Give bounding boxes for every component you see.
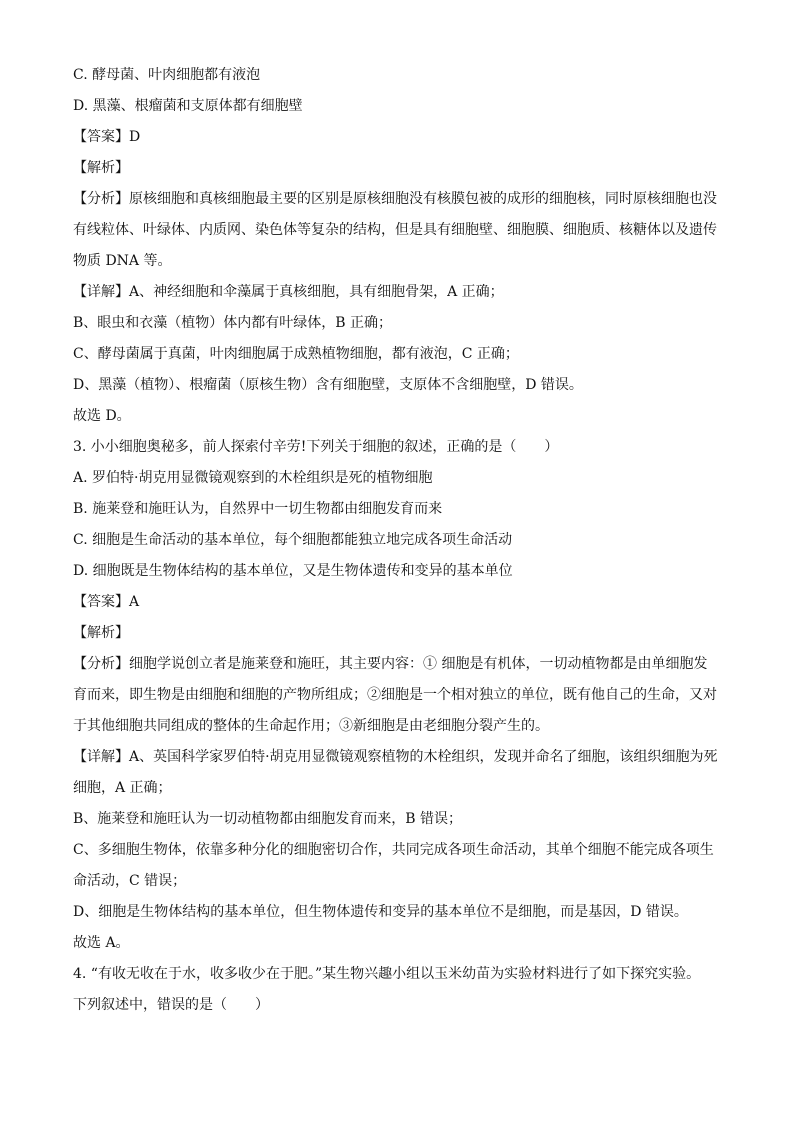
document-page: [73, 60, 723, 1021]
option-d-q3: D. 细胞既是生物体结构的基本单位，又是生物体遗传和变异的基本单位: [73, 563, 513, 579]
detail-text-q3: 细胞，A 正确；: [73, 780, 172, 796]
analysis-text-q2: 物质 DNA 等。: [73, 253, 172, 269]
analysis-heading-q3: 【解析】: [73, 625, 129, 641]
analysis-text-q2: 【分析】原核细胞和真核细胞最主要的区别是原核细胞没有核膜包被的成形的细胞核，同时原核细胞也没: [73, 191, 717, 207]
analysis-text-q3: 于其他细胞共同组成的整体的生命起作用；③新细胞是由老细胞分裂产生的。: [73, 718, 549, 734]
detail-text-q3: 【详解】A、英国科学家罗伯特·胡克用显微镜观察植物的木栓组织，发现并命名了细胞，该组织细胞为死: [73, 749, 718, 765]
answer-q3: 【答案】A: [73, 594, 140, 610]
option-a-q3: A. 罗伯特·胡克用显微镜观察到的木栓组织是死的植物细胞: [73, 470, 433, 486]
question-4-stem: 下列叙述中，错误的是（ ）: [73, 997, 269, 1013]
analysis-text-q2: 有线粒体、叶绿体、内质网、染色体等复杂的结构，但是具有细胞壁、细胞膜、细胞质、核糖体以及遗传: [73, 222, 717, 238]
detail-text-q2: D、黑藻（植物）、根瘤菌（原核生物）含有细胞壁，支原体不含细胞壁，D 错误。: [73, 377, 583, 393]
detail-text-q2: B、眼虫和衣藻（植物）体内都有叶绿体，B 正确；: [73, 315, 393, 331]
answer-q2: 【答案】D: [73, 129, 141, 145]
detail-text-q3: B、施莱登和施旺认为一切动植物都由细胞发育而来，B 错误；: [73, 811, 463, 827]
analysis-text-q3: 育而来，即生物是由细胞和细胞的产物所组成；②细胞是一个相对独立的单位，既有他自己的生命，又对: [73, 687, 717, 703]
analysis-heading-q2: 【解析】: [73, 160, 129, 176]
detail-text-q3: 命活动，C 错误；: [73, 873, 187, 889]
option-c-q3: C. 细胞是生命活动的基本单位，每个细胞都能独立地完成各项生命活动: [73, 532, 513, 548]
question-4-stem: 4. “有收无收在于水，收多收少在于肥。”某生物兴趣小组以玉米幼苗为实验材料进行了如下探究实验。: [73, 966, 701, 982]
detail-text-q2: C、酵母菌属于真菌，叶肉细胞属于成熟植物细胞，都有液泡，C 正确；: [73, 346, 519, 362]
question-3-stem: 3. 小小细胞奥秘多，前人探索付辛劳!下列关于细胞的叙述，正确的是（ ）: [73, 439, 559, 455]
detail-text-q3: D、细胞是生物体结构的基本单位，但生物体遗传和变异的基本单位不是细胞，而是基因，D 错误。: [73, 904, 688, 920]
option-b-q3: B. 施莱登和施旺认为，自然界中一切生物都由细胞发育而来: [73, 501, 443, 517]
detail-text-q2: 【详解】A、神经细胞和伞藻属于真核细胞，具有细胞骨架，A 正确；: [73, 284, 504, 300]
option-c-q2: C. 酵母菌、叶肉细胞都有液泡: [73, 67, 261, 83]
conclusion-q2: 故选 D。: [73, 408, 131, 424]
detail-text-q3: C、多细胞生物体，依靠多种分化的细胞密切合作，共同完成各项生命活动，其单个细胞不能完成各项生: [73, 842, 714, 858]
analysis-text-q3: 【分析】细胞学说创立者是施莱登和施旺，其主要内容：① 细胞是有机体，一切动植物都是由单细胞发: [73, 656, 708, 672]
option-d-q2: D. 黑藻、根瘤菌和支原体都有细胞壁: [73, 98, 303, 114]
conclusion-q3: 故选 A。: [73, 935, 130, 951]
